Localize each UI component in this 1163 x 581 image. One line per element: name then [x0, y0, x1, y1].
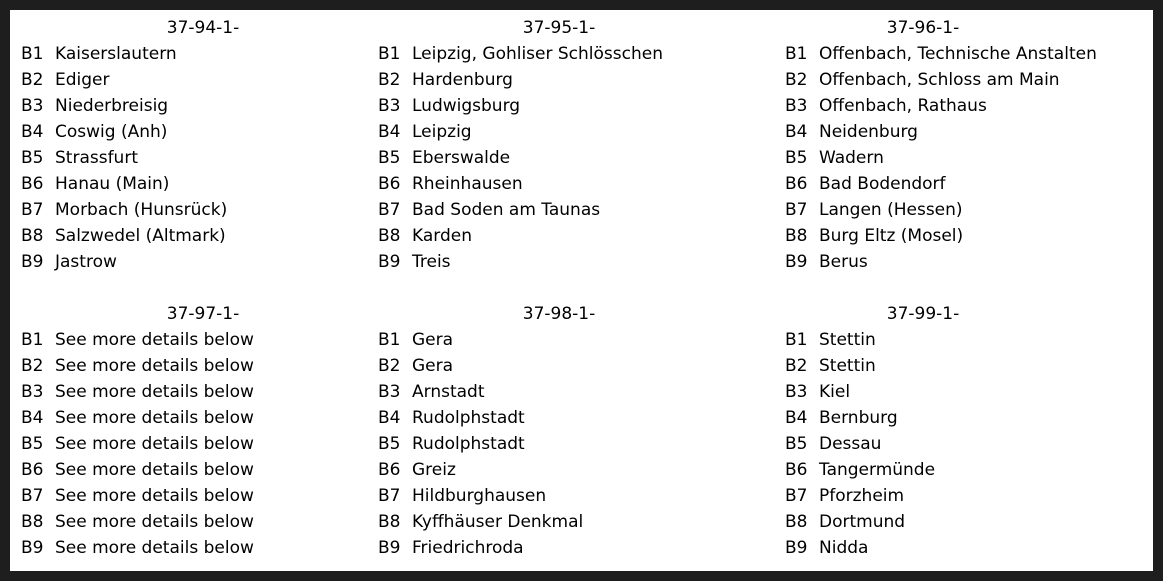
item-code: B1 — [378, 44, 401, 64]
item-name: Hardenburg — [412, 70, 513, 90]
item-code: B1 — [378, 330, 401, 350]
item-code: B1 — [21, 44, 44, 64]
item-code: B5 — [785, 434, 808, 454]
item-name: Offenbach, Rathaus — [819, 96, 987, 116]
item-code: B5 — [785, 148, 808, 168]
item-name: Gera — [412, 330, 454, 350]
list-item — [785, 41, 1163, 67]
item-name: Bernburg — [819, 408, 898, 428]
item-name: See more details below — [55, 538, 254, 558]
list-item — [785, 67, 1163, 93]
block-title: 37-96-1- — [886, 18, 960, 38]
item-name: Coswig (Anh) — [55, 122, 168, 142]
list-item — [378, 41, 758, 67]
item-name: Kyffhäuser Denkmal — [412, 512, 584, 532]
item-code: B8 — [21, 512, 44, 532]
list-item — [21, 431, 401, 457]
list-block — [378, 15, 758, 275]
item-name: Arnstadt — [412, 382, 485, 402]
item-code: B5 — [378, 148, 401, 168]
item-code: B9 — [378, 252, 401, 272]
item-code: B6 — [785, 460, 808, 480]
list-item — [378, 223, 758, 249]
item-code: B1 — [785, 44, 808, 64]
item-name: See more details below — [55, 408, 254, 428]
item-code: B3 — [785, 96, 808, 116]
item-name: Bad Bodendorf — [819, 174, 946, 194]
item-code: B3 — [785, 382, 808, 402]
item-name: Kaiserslautern — [55, 44, 177, 64]
item-name: Wadern — [819, 148, 884, 168]
item-code: B4 — [785, 122, 808, 142]
item-code: B6 — [378, 460, 401, 480]
block-title: 37-95-1- — [522, 18, 596, 38]
item-name: Strassfurt — [55, 148, 138, 168]
item-name: Pforzheim — [819, 486, 905, 506]
item-name: Salzwedel (Altmark) — [55, 226, 226, 246]
list-item — [785, 353, 1163, 379]
list-block — [21, 301, 401, 561]
item-code: B5 — [21, 434, 44, 454]
item-code: B7 — [21, 486, 44, 506]
item-code: B9 — [21, 252, 44, 272]
list-item — [785, 119, 1163, 145]
item-code: B5 — [378, 434, 401, 454]
item-name: See more details below — [55, 434, 254, 454]
list-block — [785, 15, 1163, 275]
list-item — [785, 223, 1163, 249]
list-item — [785, 93, 1163, 119]
list-item — [378, 405, 758, 431]
item-code: B8 — [785, 226, 808, 246]
item-code: B9 — [378, 538, 401, 558]
item-name: Stettin — [819, 356, 876, 376]
list-item — [785, 197, 1163, 223]
item-name: See more details below — [55, 460, 254, 480]
list-item — [378, 197, 758, 223]
item-name: Ludwigsburg — [412, 96, 521, 116]
item-name: Hildburghausen — [412, 486, 547, 506]
list-item — [785, 171, 1163, 197]
item-code: B9 — [21, 538, 44, 558]
list-item — [378, 483, 758, 509]
list-block — [378, 301, 758, 561]
item-name: Langen (Hessen) — [819, 200, 963, 220]
list-item — [21, 223, 401, 249]
list-item — [378, 535, 758, 561]
item-name: Morbach (Hunsrück) — [55, 200, 228, 220]
item-code: B2 — [378, 70, 401, 90]
item-name: Offenbach, Technische Anstalten — [819, 44, 1097, 64]
item-name: Treis — [412, 252, 451, 272]
item-name: Dessau — [819, 434, 882, 454]
item-name: See more details below — [55, 512, 254, 532]
item-name: Rudolphstadt — [412, 434, 525, 454]
list-item — [21, 197, 401, 223]
item-name: Offenbach, Schloss am Main — [819, 70, 1060, 90]
list-item — [378, 119, 758, 145]
list-item — [785, 535, 1163, 561]
block-title: 37-94-1- — [166, 18, 240, 38]
list-item — [21, 171, 401, 197]
list-item — [21, 379, 401, 405]
item-code: B8 — [785, 512, 808, 532]
item-name: Rheinhausen — [412, 174, 523, 194]
item-name: Friedrichroda — [412, 538, 524, 558]
item-name: Nidda — [819, 538, 869, 558]
item-code: B3 — [378, 96, 401, 116]
item-code: B7 — [785, 200, 808, 220]
list-item — [785, 145, 1163, 171]
item-name: Jastrow — [55, 252, 117, 272]
list-item — [785, 431, 1163, 457]
list-item — [785, 379, 1163, 405]
item-code: B4 — [785, 408, 808, 428]
list-item — [21, 41, 401, 67]
item-name: See more details below — [55, 330, 254, 350]
item-code: B7 — [785, 486, 808, 506]
item-name: Stettin — [819, 330, 876, 350]
item-code: B1 — [21, 330, 44, 350]
item-name: Eberswalde — [412, 148, 511, 168]
item-name: Greiz — [412, 460, 456, 480]
item-name: Burg Eltz (Mosel) — [819, 226, 964, 246]
list-item — [785, 249, 1163, 275]
item-name: Dortmund — [819, 512, 906, 532]
item-name: Gera — [412, 356, 454, 376]
item-name: See more details below — [55, 382, 254, 402]
item-code: B6 — [378, 174, 401, 194]
item-code: B2 — [21, 70, 44, 90]
list-item — [21, 145, 401, 171]
list-item — [378, 327, 758, 353]
block-title: 37-97-1- — [166, 304, 240, 324]
item-code: B2 — [785, 70, 808, 90]
item-name: Neidenburg — [819, 122, 918, 142]
list-block — [21, 15, 401, 275]
list-item — [21, 93, 401, 119]
item-name: Tangermünde — [819, 460, 936, 480]
list-item — [378, 171, 758, 197]
item-code: B4 — [378, 122, 401, 142]
item-code: B4 — [378, 408, 401, 428]
item-code: B2 — [785, 356, 808, 376]
list-item — [21, 535, 401, 561]
list-item — [21, 509, 401, 535]
list-item — [378, 509, 758, 535]
item-name: Berus — [819, 252, 868, 272]
list-item — [785, 405, 1163, 431]
item-name: Ediger — [55, 70, 110, 90]
item-name: Leipzig — [412, 122, 472, 142]
list-item — [785, 457, 1163, 483]
item-code: B6 — [21, 460, 44, 480]
item-code: B4 — [21, 408, 44, 428]
list-item — [21, 457, 401, 483]
item-code: B7 — [378, 486, 401, 506]
item-code: B2 — [21, 356, 44, 376]
list-item — [378, 379, 758, 405]
item-code: B7 — [378, 200, 401, 220]
item-code: B2 — [378, 356, 401, 376]
item-name: Karden — [412, 226, 472, 246]
item-code: B9 — [785, 538, 808, 558]
item-code: B5 — [21, 148, 44, 168]
item-name: Rudolphstadt — [412, 408, 525, 428]
list-item — [21, 405, 401, 431]
item-code: B3 — [21, 382, 44, 402]
item-name: See more details below — [55, 356, 254, 376]
item-code: B8 — [21, 226, 44, 246]
item-name: See more details below — [55, 486, 254, 506]
list-item — [21, 67, 401, 93]
list-item — [378, 93, 758, 119]
item-name: Leipzig, Gohliser Schlösschen — [412, 44, 663, 64]
item-code: B6 — [785, 174, 808, 194]
list-item — [378, 67, 758, 93]
list-block — [785, 301, 1163, 561]
list-item — [21, 327, 401, 353]
list-item — [21, 483, 401, 509]
list-item — [21, 119, 401, 145]
list-item — [785, 483, 1163, 509]
item-code: B6 — [21, 174, 44, 194]
list-item — [378, 145, 758, 171]
item-code: B8 — [378, 512, 401, 532]
item-name: Bad Soden am Taunas — [412, 200, 601, 220]
list-item — [378, 431, 758, 457]
item-code: B3 — [21, 96, 44, 116]
list-item — [785, 327, 1163, 353]
item-code: B3 — [378, 382, 401, 402]
list-item — [378, 457, 758, 483]
list-item — [785, 509, 1163, 535]
item-code: B9 — [785, 252, 808, 272]
item-name: Niederbreisig — [55, 96, 169, 116]
block-title: 37-98-1- — [522, 304, 596, 324]
item-code: B7 — [21, 200, 44, 220]
block-title: 37-99-1- — [886, 304, 960, 324]
list-item — [21, 249, 401, 275]
item-code: B1 — [785, 330, 808, 350]
list-item — [378, 353, 758, 379]
item-code: B8 — [378, 226, 401, 246]
item-code: B4 — [21, 122, 44, 142]
document-page — [10, 10, 1153, 571]
list-item — [378, 249, 758, 275]
item-name: Hanau (Main) — [55, 174, 170, 194]
item-name: Kiel — [819, 382, 851, 402]
list-item — [21, 353, 401, 379]
